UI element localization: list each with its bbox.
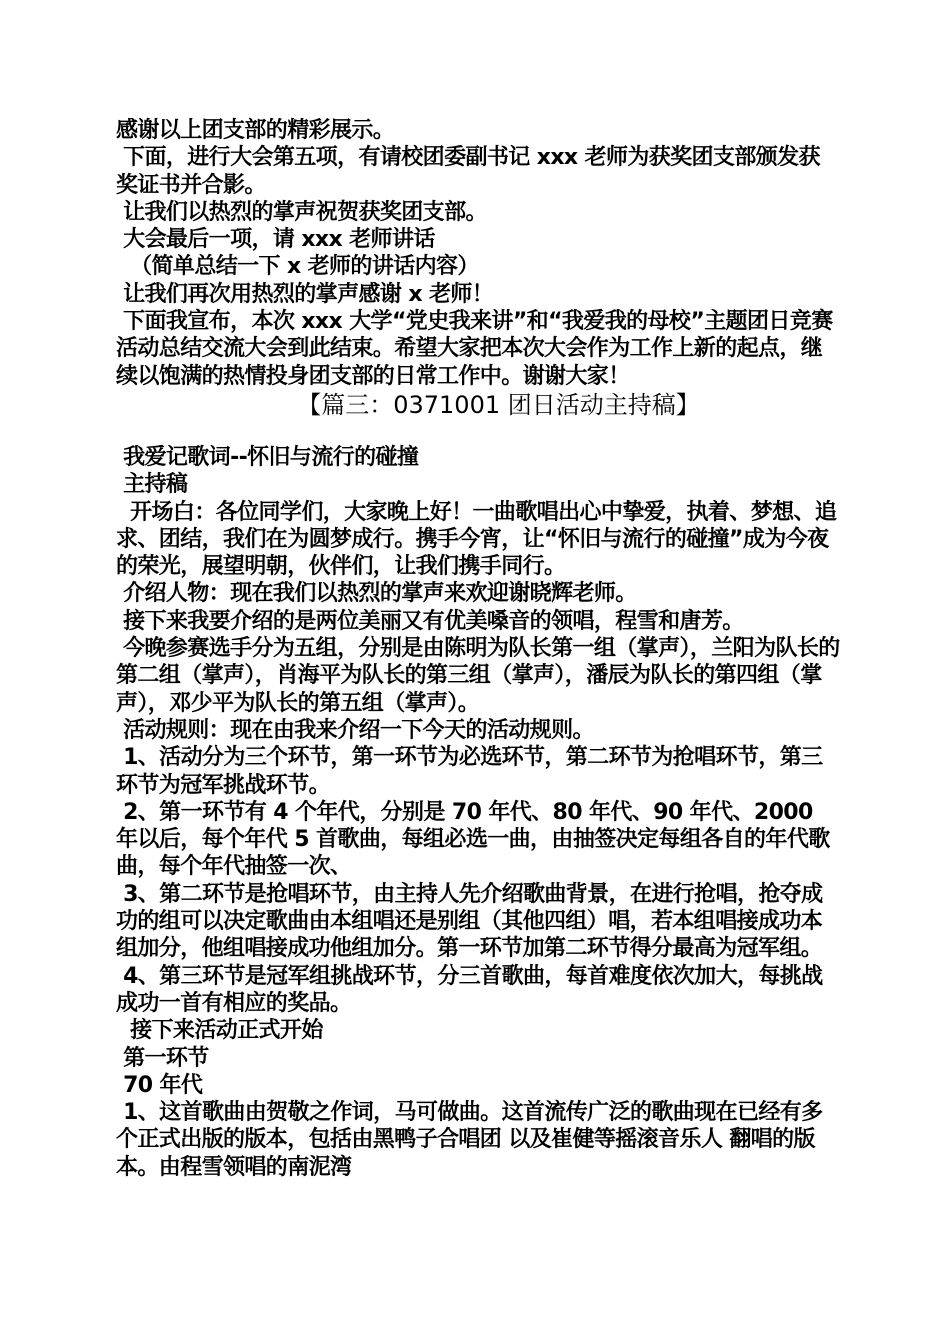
paragraph: 1、这首歌曲由贺敬之作词，马可做曲。这首流传广泛的歌曲现在已经有多个正式出版的版本，包括由黑鸭子合唱团 以及崔健等摇滚音乐人 翻唱的版本。由程雪领唱的南泥湾 xyxy=(116,1100,823,1180)
paragraph: 第一环节 xyxy=(116,1045,209,1071)
paragraph: 今晚参赛选手分为五组，分别是由陈明为队长第一组（掌声），兰阳为队长的第二组（掌声），肖海平为队长的第三组（掌声），潘辰为队长的第四组（掌声），邓少平为队长的第五组（掌声）。 xyxy=(116,636,840,716)
paragraph: 活动规则：现在由我来介绍一下今天的活动规则。 xyxy=(116,717,594,743)
paragraph: 介绍人物：现在我们以热烈的掌声来欢迎谢晓辉老师。 xyxy=(116,581,637,607)
paragraph: 让我们再次用热烈的掌声感谢 x 老师！ xyxy=(116,281,494,307)
paragraph: （简单总结一下 x 老师的讲话内容） xyxy=(116,254,479,280)
paragraph: 3、第二环节是抢唱环节，由主持人先介绍歌曲背景，在进行抢唱，抢夺成功的组可以决定歌曲由本组唱还是别组（其他四组）唱，若本组唱接成功本组加分，他组唱接成功他组加分。第一环节加第二环节得分最高为冠军组。 xyxy=(116,881,823,962)
document-body xyxy=(116,117,841,1181)
paragraph: 2、第一环节有 4 个年代，分别是 70 年代、80 年代、90 年代、2000 年以后，每个年代 5 首歌曲，每组必选一曲，由抽签决定每组各自的年代歌曲，每个年代抽签一次、 xyxy=(116,799,830,880)
paragraph: 大会最后一项，请 xxx 老师讲话 xyxy=(116,227,435,253)
paragraph: 70 年代 xyxy=(116,1072,203,1098)
paragraph: 接下来活动正式开始 xyxy=(116,1018,323,1044)
paragraph: 下面，进行大会第五项，有请校团委副书记 xxx 老师为获奖团支部颁发获奖证书并合影。 xyxy=(116,145,820,198)
section-heading: 【篇三：0371001 团日活动主持稿】 xyxy=(297,390,700,419)
paragraph: 让我们以热烈的掌声祝贺获奖团支部。 xyxy=(116,199,487,225)
paragraph: 1、活动分为三个环节，第一环节为必选环节，第二环节为抢唱环节，第三环节为冠军挑战环节。 xyxy=(116,745,823,798)
paragraph: 接下来我要介绍的是两位美丽又有优美嗓音的领唱，程雪和唐芳。 xyxy=(116,608,744,634)
paragraph: 感谢以上团支部的精彩展示。 xyxy=(116,118,395,143)
paragraph: 主持稿 xyxy=(116,472,188,498)
paragraph: 下面我宣布，本次 xxx 大学“党史我来讲”和“我爱我的母校”主题团日竞赛活动总结交流大会到此结束。希望大家把本次大会作为工作上新的起点，继续以饱满的热情投身团支部的日常工作中。谢谢大家！ xyxy=(116,309,833,389)
paragraph: 开场白：各位同学们，大家晚上好！一曲歌唱出心中挚爱，执着、梦想、追求、团结，我们在为圆梦成行。携手今宵，让“怀旧与流行的碰撞”成为今夜的荣光，展望明朝，伙伴们，让我们携手同行。 xyxy=(116,499,837,580)
paragraph: 我爱记歌词--怀旧与流行的碰撞 xyxy=(116,444,419,470)
paragraph: 4、第三环节是冠军组挑战环节，分三首歌曲，每首难度依次加大，每挑战成功一首有相应的奖品。 xyxy=(116,963,823,1016)
